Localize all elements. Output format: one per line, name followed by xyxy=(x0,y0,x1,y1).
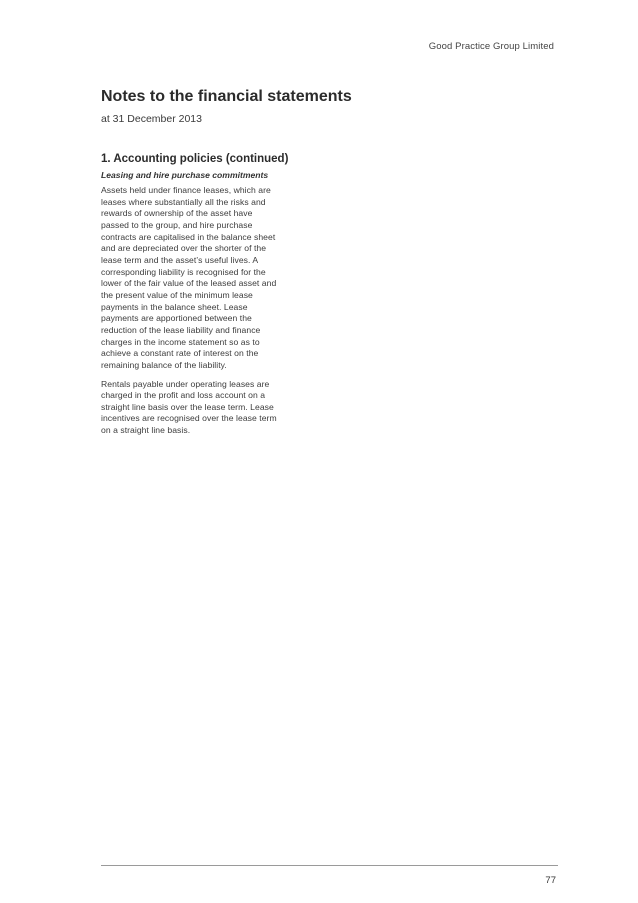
page-title: Notes to the financial statements xyxy=(101,88,352,105)
footer-divider xyxy=(101,865,558,866)
section-heading: 1. Accounting policies (continued) xyxy=(101,153,289,165)
page-number: 77 xyxy=(545,875,556,886)
section-subheading: Leasing and hire purchase commitments xyxy=(101,170,269,180)
company-name: Good Practice Group Limited xyxy=(428,41,554,52)
paragraph-finance-leases: Assets held under finance leases, which are leases where substantially all the risks and rewards of ownership of the asset have passed to the group, and hire purchase contracts are capitalised in the balance sheet and are depreciated over the shorter of the lease term and the asset’s useful lives. A corresponding liability is recognised for the lower of the fair value of the leased asset and the present value of the minimum lease payments in the balance sheet. Lease payments are apportioned between the reduction of the lease liability and finance charges in the income statement so as to achieve a constant rate of interest on the remaining balance of the liability. xyxy=(101,185,277,370)
page-subtitle: at 31 December 2013 xyxy=(101,113,202,125)
paragraph-operating-leases: Rentals payable under operating leases are charged in the profit and loss account on a straight line basis over the lease term. Lease incentives are recognised over the lease term on a straight line basis. xyxy=(101,378,277,436)
accounting-policies-section xyxy=(101,153,316,444)
